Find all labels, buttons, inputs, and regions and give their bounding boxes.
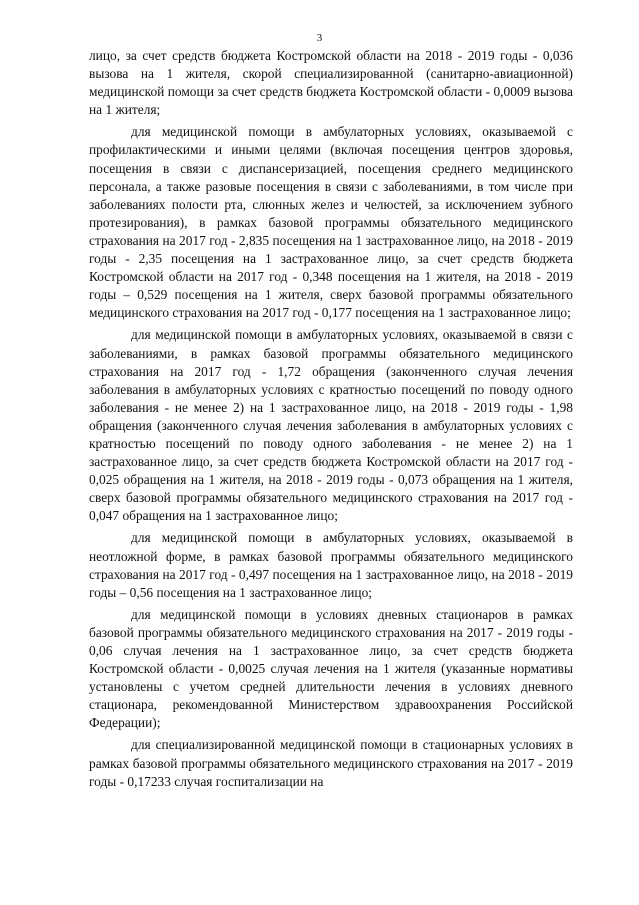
paragraph-continuation: лицо, за счет средств бюджета Костромской области на 2018 - 2019 годы - 0,036 вызова на 1 жителя, скорой специализированной (санитарно-авиационной) медицинской помощи за счет средств бюджета Костромской области - 0,0009 вызова на 1 жителя; [89, 48, 573, 118]
document-body [89, 47, 573, 795]
paragraph-outpatient-disease: для медицинской помощи в амбулаторных условиях, оказываемой в связи с заболеваниями, в рамках базовой программы обязательного медицинского страхования на 2017 год - 1,72 обращения (законченного случая лечения заболевания в амбулаторных условиях с кратностью посещений по поводу одного заболевания - не менее 2) на 1 застрахованное лицо, на 2018 - 2019 годы - 1,98 обращения (законченного случая лечения заболевания в амбулаторных условиях с кратностью посещений по поводу одного заболевания - не менее 2) на 1 застрахованное лицо, за счет средств бюджета Костромской области на 2017 год - 0,025 обращения на 1 жителя, на 2018 - 2019 годы - 0,073 обращения на 1 жителя, сверх базовой программы обязательного медицинского страхования на 2017 год - 0,047 обращения на 1 застрахованное лицо; [89, 327, 573, 524]
paragraph-outpatient-preventive: для медицинской помощи в амбулаторных условиях, оказываемой с профилактическими и иными целями (включая посещения центров здоровья, посещения в связи с диспансеризацией, посещения среднего медицинского персонала, а также разовые посещения в связи с заболеваниями, в том числе при заболеваниях полости рта, слюнных желез и челюстей, за исключением зубного протезирования), в рамках базовой программы обязательного медицинского страхования на 2017 год - 2,835 посещения на 1 застрахованное лицо, на 2018 - 2019 годы - 2,35 посещения на 1 застрахованное лицо, за счет средств бюджета Костромской области на 2017 год - 0,348 посещения на 1 жителя, на 2018 - 2019 годы – 0,529 посещения на 1 жителя, сверх базовой программы обязательного медицинского страхования на 2017 год - 0,177 посещения на 1 застрахованное лицо; [89, 124, 573, 321]
page-number: 3 [316, 32, 323, 44]
paragraph-day-hospital: для медицинской помощи в условиях дневных стационаров в рамках базовой программы обязательного медицинского страхования на 2017 - 2019 годы - 0,06 случая лечения на 1 застрахованное лицо, за счет средств бюджета Костромской области - 0,0025 случая лечения на 1 жителя (указанные нормативы установлены с учетом средней длительности лечения в условиях дневного стационара, рекомендованной Министерством здравоохранения Российской Федерации); [89, 606, 573, 731]
paragraph-inpatient: для специализированной медицинской помощи в стационарных условиях в рамках базовой программы обязательного медицинского страхования на 2017 - 2019 годы - 0,17233 случая госпитализации на [89, 737, 573, 789]
paragraph-outpatient-urgent: для медицинской помощи в амбулаторных условиях, оказываемой в неотложной форме, в рамках базовой программы обязательного медицинского страхования на 2017 год - 0,497 посещения на 1 застрахованное лицо, на 2018 - 2019 годы – 0,56 посещения на 1 застрахованное лицо; [89, 530, 573, 600]
